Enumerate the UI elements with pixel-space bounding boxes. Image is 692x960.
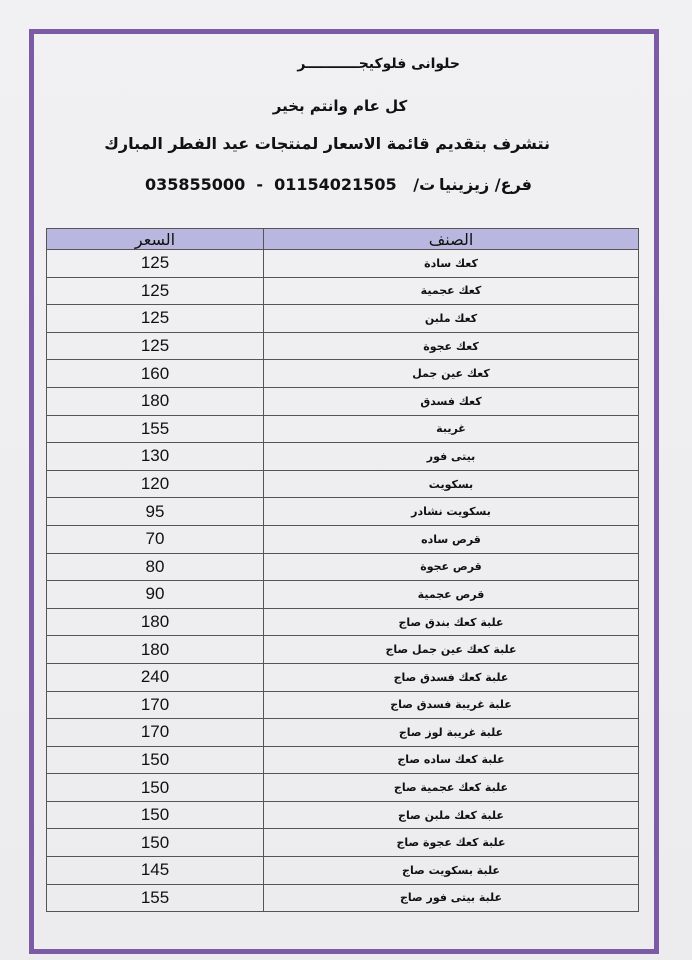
item-cell: علبة بسكويت صاج <box>264 857 639 885</box>
price-column-header: السعر <box>47 229 264 250</box>
price-cell: 130 <box>47 443 264 471</box>
price-cell: 150 <box>47 746 264 774</box>
branch-label: فرع/ زيزينيا <box>438 175 532 194</box>
price-cell: 145 <box>47 857 264 885</box>
item-cell: بسكويت <box>264 470 639 498</box>
price-cell: 80 <box>47 553 264 581</box>
table-row <box>47 801 639 829</box>
price-cell: 125 <box>47 250 264 278</box>
table-row <box>47 525 639 553</box>
table-row <box>47 774 639 802</box>
item-column-header: الصنف <box>264 229 639 250</box>
item-cell: كعك فسدق <box>264 387 639 415</box>
table-row <box>47 691 639 719</box>
price-cell: 150 <box>47 801 264 829</box>
table-row <box>47 608 639 636</box>
price-cell: 125 <box>47 332 264 360</box>
price-cell: 155 <box>47 415 264 443</box>
price-cell: 180 <box>47 636 264 664</box>
item-cell: علبة غريبة فسدق صاج <box>264 691 639 719</box>
price-cell: 150 <box>47 829 264 857</box>
price-cell: 125 <box>47 305 264 333</box>
table-row <box>47 636 639 664</box>
table-row <box>47 250 639 278</box>
item-cell: قرص عجمية <box>264 581 639 609</box>
price-cell: 180 <box>47 387 264 415</box>
table-row <box>47 857 639 885</box>
item-cell: علبة كعك عجوة صاج <box>264 829 639 857</box>
table-row <box>47 470 639 498</box>
table-header-row <box>47 229 639 250</box>
table-row <box>47 415 639 443</box>
table-row <box>47 829 639 857</box>
price-cell: 240 <box>47 663 264 691</box>
price-cell: 125 <box>47 277 264 305</box>
greeting-line: كل عام وانتم بخير <box>272 97 408 115</box>
table-row <box>47 360 639 388</box>
item-cell: علبة كعك عجمية صاج <box>264 774 639 802</box>
table-row <box>47 553 639 581</box>
table-row <box>47 719 639 747</box>
item-cell: بيتى فور <box>264 443 639 471</box>
table-row <box>47 443 639 471</box>
price-cell: 150 <box>47 774 264 802</box>
price-table <box>46 228 639 912</box>
item-cell: علبة غريبة لوز صاج <box>264 719 639 747</box>
price-cell: 160 <box>47 360 264 388</box>
price-cell: 180 <box>47 608 264 636</box>
item-cell: علبة كعك فسدق صاج <box>264 663 639 691</box>
item-cell: غريبة <box>264 415 639 443</box>
item-cell: علبة كعك ملبن صاج <box>264 801 639 829</box>
item-cell: علبة بيتى فور صاج <box>264 884 639 912</box>
price-cell: 90 <box>47 581 264 609</box>
item-cell: كعك ملبن <box>264 305 639 333</box>
table-row <box>47 387 639 415</box>
price-cell: 70 <box>47 525 264 553</box>
table-row <box>47 663 639 691</box>
item-cell: علبة كعك ساده صاج <box>264 746 639 774</box>
table-row <box>47 498 639 526</box>
shop-name: حلوانى فلوكيجـــــــــــر <box>297 56 460 72</box>
item-cell: قرص عجوة <box>264 553 639 581</box>
item-cell: قرص ساده <box>264 525 639 553</box>
table-row <box>47 332 639 360</box>
table-row <box>47 884 639 912</box>
table-row <box>47 581 639 609</box>
item-cell: كعك عجوة <box>264 332 639 360</box>
table-row <box>47 746 639 774</box>
intro-line: نتشرف بتقديم قائمة الاسعار لمنتجات عيد الفطر المبارك <box>104 134 550 153</box>
phone-numbers: 035855000 - 01154021505 /ت <box>145 175 436 194</box>
item-cell: علبة كعك عين جمل صاج <box>264 636 639 664</box>
item-cell: بسكويت نشادر <box>264 498 639 526</box>
item-cell: علبة كعك بندق صاج <box>264 608 639 636</box>
table-row <box>47 305 639 333</box>
price-cell: 95 <box>47 498 264 526</box>
price-cell: 155 <box>47 884 264 912</box>
table-body <box>47 250 639 912</box>
table-row <box>47 277 639 305</box>
price-cell: 170 <box>47 719 264 747</box>
price-cell: 120 <box>47 470 264 498</box>
price-cell: 170 <box>47 691 264 719</box>
item-cell: كعك عين جمل <box>264 360 639 388</box>
item-cell: كعك عجمية <box>264 277 639 305</box>
item-cell: كعك سادة <box>264 250 639 278</box>
